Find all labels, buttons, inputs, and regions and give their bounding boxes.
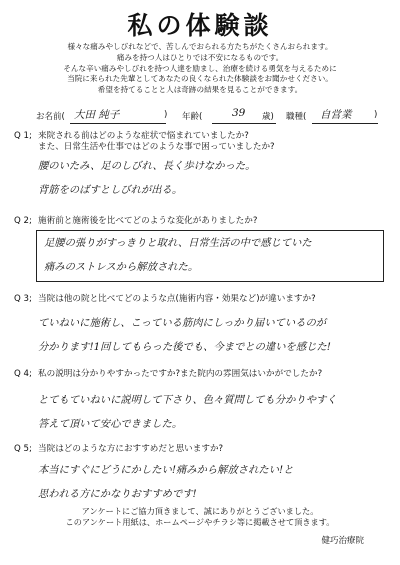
answer-4[interactable]	[38, 388, 393, 436]
age-underline	[212, 123, 276, 124]
question-2	[14, 216, 392, 227]
answer-5[interactable]	[38, 458, 393, 506]
intro-line: そんな辛い痛みやしびれを持つ人達を励まし、治療を続ける勇気を与えるために	[63, 63, 337, 73]
name-value[interactable]: 大田 純子	[74, 109, 120, 121]
answer-line: 足腰の張りがすっきりと取れ、日常生活の中で感じていた	[44, 237, 312, 249]
question-label: Q 2;	[14, 216, 32, 226]
question-1	[14, 131, 392, 153]
page-title: 私の体験談	[127, 11, 273, 40]
intro-text	[0, 42, 400, 96]
question-text: 私の説明は分かりやすかったですか?また院内の雰囲気はいかがでしたか?	[38, 369, 323, 379]
age-label: 年齢(	[182, 112, 203, 122]
answer-line: 答えて頂いて安心できました。	[38, 418, 183, 430]
question-label: Q 3;	[14, 294, 32, 304]
respondent-info	[36, 107, 386, 125]
answer-1[interactable]	[38, 154, 393, 202]
answer-line: 思われる方にかなりおすすめです!	[38, 488, 197, 500]
job-value[interactable]: 自営業	[320, 109, 352, 121]
intro-line: 当院に来られた先輩としてあなたの良くなられた体験談をお聞かせください。	[67, 74, 333, 84]
question-label: Q 4;	[14, 369, 32, 379]
clinic-name: 健巧治療院	[321, 536, 364, 546]
name-underline	[70, 123, 166, 124]
question-label: Q 1;	[14, 131, 32, 141]
question-text: 施術前と施術後を比べてどのような変化がありましたか?	[38, 216, 258, 226]
footer-line: このアンケート用紙は、ホームページやチラシ等に掲載させて頂きます。	[65, 516, 335, 527]
name-close: )	[164, 110, 168, 120]
question-text: 当院は他の院と比べてどのような点(施術内容・効果など)が違いますか?	[38, 294, 316, 304]
name-label: お名前(	[36, 112, 65, 122]
age-unit: 歳)	[262, 112, 274, 122]
job-underline	[312, 123, 378, 124]
answer-line: 腰のいたみ、足のしびれ、長く歩けなかった。	[38, 160, 256, 172]
answer-line: 本当にすぐにどうにかしたい!痛みから解放されたい!と	[38, 464, 294, 476]
question-4	[14, 369, 392, 380]
answer-2[interactable]	[44, 231, 399, 279]
footer-text	[0, 506, 400, 527]
intro-line: 希望を持てることと人は奇跡の結果を見ることができます。	[97, 85, 303, 95]
question-5	[14, 444, 392, 455]
question-text: 当院はどのような方におすすめだと思いますか?	[38, 444, 224, 454]
answer-line: とてもていねいに説明して下さり、色々質問しても分かりやすく	[38, 394, 337, 406]
answer-3[interactable]	[38, 311, 393, 359]
job-close: )	[374, 110, 378, 120]
answer-line: ていねいに施術し、こっている筋肉にしっかり届いているのが	[38, 317, 327, 329]
intro-line: 痛みを持つ人はひとりでは不安になるものです。	[116, 52, 284, 62]
job-label: 職種(	[286, 112, 307, 122]
answer-line: 背筋をのばすとしびれが出る。	[38, 184, 183, 196]
answer-line: 分かります!1回してもらった後でも、今までとの違いを感じた!	[38, 341, 331, 353]
question-3	[14, 294, 392, 305]
footer-line: アンケートにご協力頂きまして、誠にありがとうございました。	[81, 506, 319, 516]
question-text: 来院される前はどのような症状で悩まれていましたか?	[38, 131, 249, 141]
age-value[interactable]: 39	[232, 107, 246, 119]
answer-line: 痛みのストレスから解放された。	[44, 261, 199, 273]
intro-line: 様々な痛みやしびれなどで、苦しんでおられる方たちがたくさんおられます。	[67, 42, 333, 51]
question-text: また、日常生活や仕事ではどのような事で困っていましたか?	[38, 142, 275, 152]
question-label: Q 5;	[14, 444, 32, 454]
